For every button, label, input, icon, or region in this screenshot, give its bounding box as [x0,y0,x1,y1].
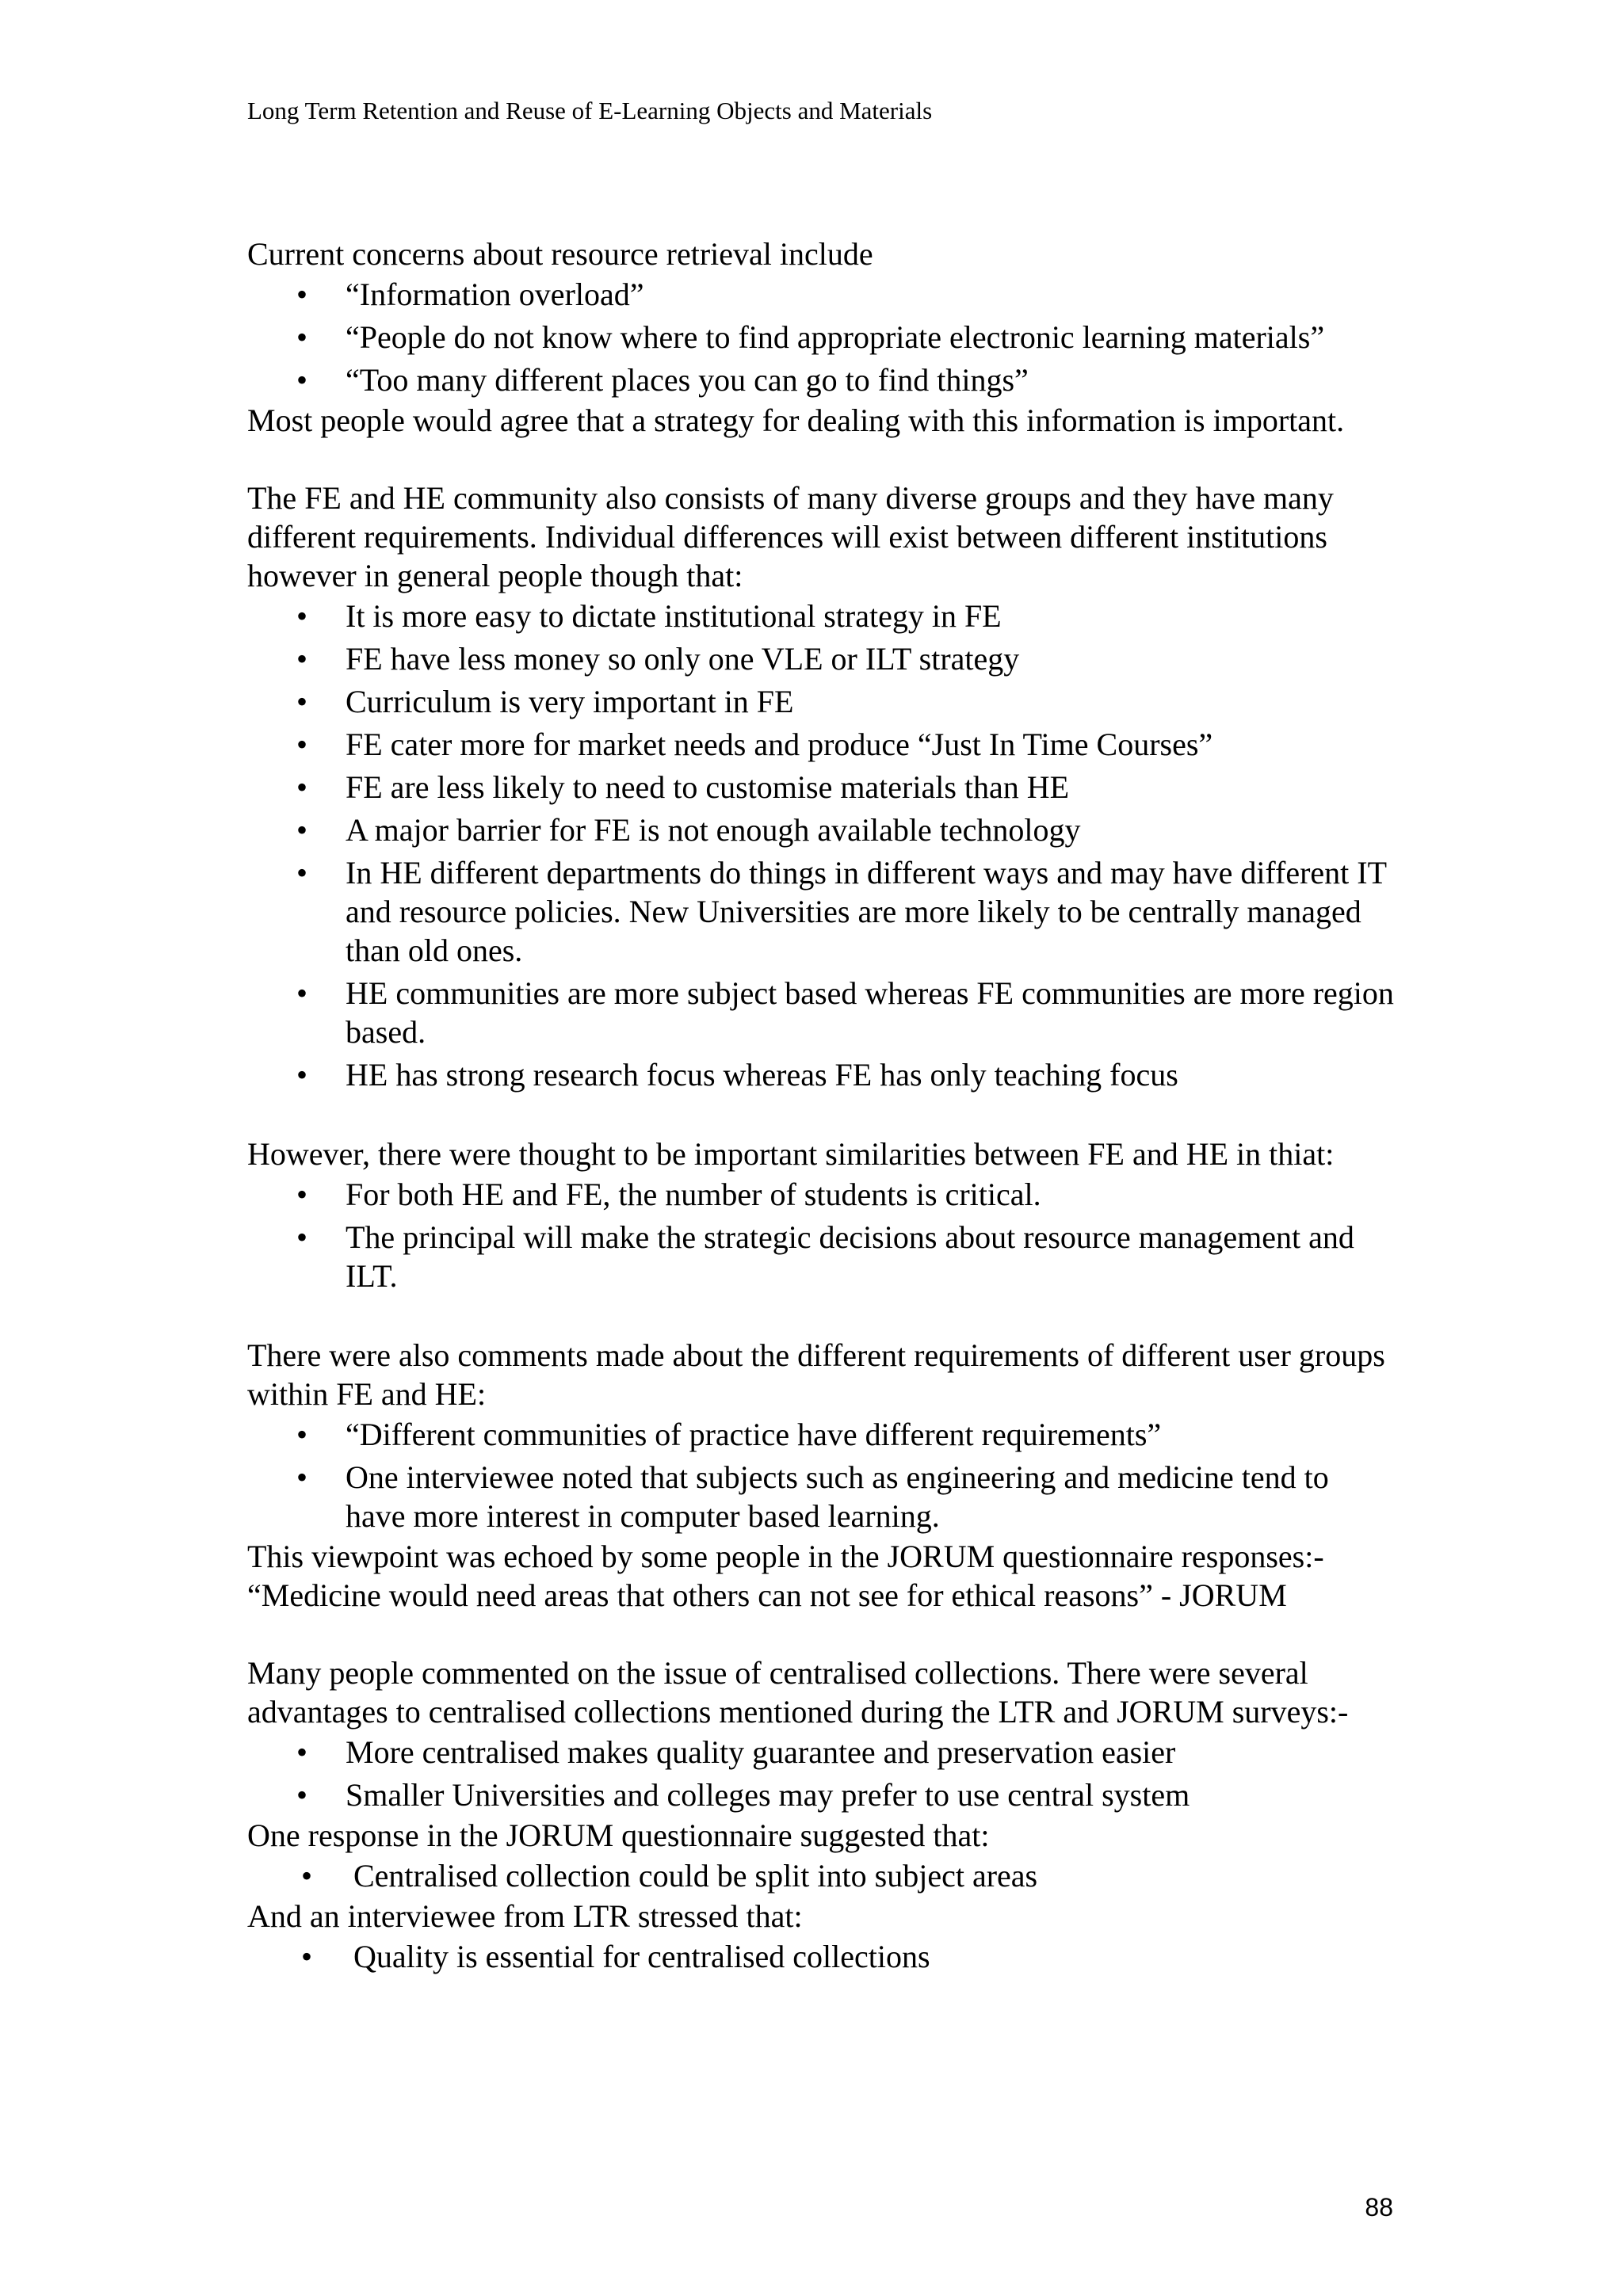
list-item-text: One interviewee noted that subjects such as engineering and medicine tend to have more interest in computer based learning. [346,1459,1329,1534]
bullet-list-ltr-stress [247,1937,1396,1976]
list-item [247,1458,1396,1535]
list-item [247,1775,1396,1814]
list-item [247,1055,1396,1094]
list-item-text: More centralised makes quality guarantee and preservation easier [346,1734,1176,1770]
bullet-list-fe-he-differences [247,597,1396,1094]
bullet-icon: • [296,684,308,719]
paragraph-jorum-quote: “Medicine would need areas that others can not see for ethical reasons” - JORUM [247,1577,1287,1613]
list-item-text: Quality is essential for centralised collections [353,1939,930,1974]
paragraph-spacer [247,440,1396,479]
paragraph-spacer [247,1615,1396,1653]
list-item-text: FE have less money so only one VLE or ILT strategy [346,641,1020,677]
list-item-text: Curriculum is very important in FE [346,684,794,719]
bullet-icon: • [296,1219,308,1255]
bullet-list-similarities [247,1175,1396,1295]
bullet-icon: • [301,1858,313,1894]
paragraph-user-groups: There were also comments made about the different requirements of different user groups within FE and HE: [247,1337,1385,1412]
bullet-icon: • [301,1939,313,1974]
paragraph-resource-retrieval-intro: Current concerns about resource retrieval include [247,236,873,272]
paragraph-strategy-statement: Most people would agree that a strategy for dealing with this information is important. [247,402,1345,438]
list-item [247,597,1396,635]
bullet-icon: • [296,1057,308,1093]
list-item [247,682,1396,721]
bullet-icon: • [296,812,308,848]
paragraph-jorum-response: One response in the JORUM questionnaire suggested that: [247,1817,990,1853]
list-item-text: Smaller Universities and colleges may prefer to use central system [346,1777,1190,1813]
page-number: 88 [1365,2193,1393,2222]
list-item [247,1415,1396,1454]
bullet-icon: • [296,1417,308,1452]
bullet-icon: • [296,598,308,634]
list-item [247,1856,1396,1895]
list-item-text: “Information overload” [346,277,644,312]
list-item-text: FE are less likely to need to customise materials than HE [346,769,1070,805]
bullet-icon: • [296,975,308,1011]
list-item-text: A major barrier for FE is not enough available technology [346,812,1081,848]
paragraph-centralised-collections: Many people commented on the issue of centralised collections. There were several advantages to centralised collections mentioned during the LTR and JORUM surveys:- [247,1655,1349,1730]
bullet-list-retrieval-concerns [247,275,1396,399]
bullet-list-jorum-suggestion [247,1856,1396,1895]
bullet-icon: • [296,1177,308,1212]
document-body [247,235,1396,1978]
bullet-icon: • [296,362,308,398]
paragraph-jorum-echo: This viewpoint was echoed by some people in the JORUM questionnaire responses:- [247,1539,1324,1574]
list-item-text: “Different communities of practice have different requirements” [346,1417,1162,1452]
list-item [247,360,1396,399]
list-item [247,318,1396,357]
running-header: Long Term Retention and Reuse of E-Learning Objects and Materials [247,97,933,124]
list-item [247,853,1396,970]
list-item-text: FE cater more for market needs and produce “Just In Time Courses” [346,727,1213,762]
list-item [247,275,1396,314]
paragraph-similarities: However, there were thought to be important similarities between FE and HE in thiat: [247,1136,1335,1172]
paragraph-fe-he-community: The FE and HE community also consists of many diverse groups and they have many different requirements. Individual differences will exist between different institutions however in general people though that: [247,480,1334,593]
list-item [247,1218,1396,1295]
bullet-icon: • [296,641,308,677]
bullet-icon: • [296,277,308,312]
list-item [247,1937,1396,1976]
bullet-icon: • [296,1734,308,1770]
list-item-text: Centralised collection could be split into subject areas [353,1858,1038,1894]
list-item [247,974,1396,1051]
bullet-icon: • [296,319,308,355]
list-item [247,639,1396,678]
bullet-icon: • [296,727,308,762]
bullet-icon: • [296,855,308,891]
paragraph-spacer [247,1297,1396,1336]
list-item [247,1733,1396,1772]
list-item-text: For both HE and FE, the number of students is critical. [346,1177,1041,1212]
list-item-text: In HE different departments do things in different ways and may have different IT and resource policies. New Universities are more likely to be centrally managed than old ones. [346,855,1387,968]
bullet-icon: • [296,769,308,805]
bullet-list-user-group-comments [247,1415,1396,1535]
paragraph-spacer [247,1096,1396,1135]
bullet-icon: • [296,1459,308,1495]
list-item-text: “People do not know where to find appropriate electronic learning materials” [346,319,1325,355]
paragraph-ltr-interviewee: And an interviewee from LTR stressed that: [247,1898,803,1934]
bullet-list-centralised-advantages [247,1733,1396,1814]
list-item [247,1175,1396,1214]
list-item [247,725,1396,764]
list-item-text: The principal will make the strategic decisions about resource management and ILT. [346,1219,1354,1294]
list-item-text: “Too many different places you can go to find things” [346,362,1029,398]
bullet-icon: • [296,1777,308,1813]
list-item-text: HE communities are more subject based whereas FE communities are more region based. [346,975,1394,1050]
list-item-text: HE has strong research focus whereas FE has only teaching focus [346,1057,1178,1093]
list-item-text: It is more easy to dictate institutional strategy in FE [346,598,1002,634]
list-item [247,768,1396,807]
list-item [247,810,1396,849]
